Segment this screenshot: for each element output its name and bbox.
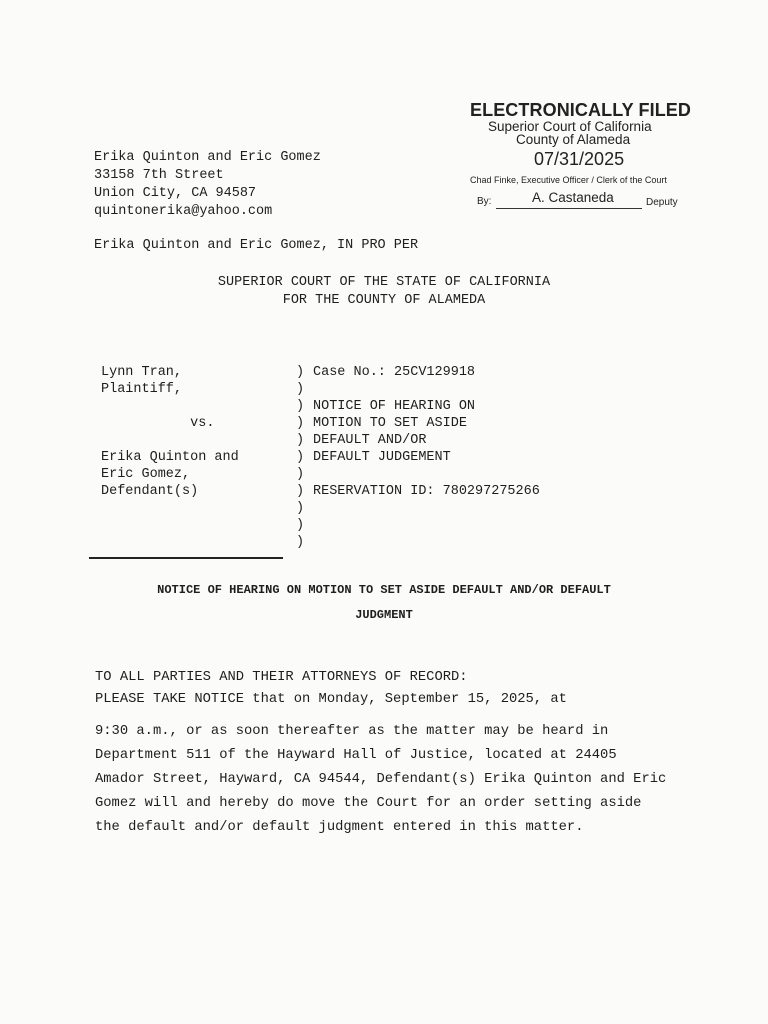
caption-parens: [296, 364, 304, 551]
caption-left-row: [101, 432, 239, 449]
paragraph-line: 9:30 a.m., or as soon thereafter as the matter may be heard in: [95, 724, 609, 739]
caption-paren: ): [296, 416, 305, 431]
caption-right-row: [313, 381, 540, 398]
paragraph-line: Department 511 of the Hayward Hall of Justice, located at 24405: [95, 748, 617, 763]
caption-paren: ): [296, 433, 305, 448]
notice-intro: [95, 667, 567, 711]
salutation: TO ALL PARTIES AND THEIR ATTORNEYS OF RECORD:: [95, 670, 468, 685]
caption-left-row: [101, 500, 239, 517]
stamp-by-label: By:: [477, 196, 492, 207]
caption-divider: [89, 557, 283, 559]
caption-right-row: [313, 500, 540, 517]
caption-left-row: [101, 517, 239, 534]
court-line-2: FOR THE COUNTY OF ALAMEDA: [282, 293, 486, 308]
caption-right-row: DEFAULT AND/OR: [313, 433, 427, 448]
caption-paren: ): [296, 501, 305, 516]
stamp-county: County of Alameda: [516, 132, 631, 147]
paragraph-line: Gomez will and hereby do move the Court for an order setting aside: [95, 796, 642, 811]
caption-right-row: [313, 534, 540, 551]
caption-left-row: [101, 398, 239, 415]
party-header: [94, 149, 321, 221]
caption-right-row: [313, 466, 540, 483]
caption-right-row: MOTION TO SET ASIDE: [313, 416, 467, 431]
party-city: Union City, CA 94587: [94, 186, 257, 201]
document-title-line-2: JUDGMENT: [355, 608, 413, 622]
court-line-1: SUPERIOR COURT OF THE STATE OF CALIFORNIA: [217, 275, 551, 290]
caption-left-row: Eric Gomez,: [101, 467, 191, 482]
stamp-clerk: Chad Finke, Executive Officer / Clerk of the Court: [470, 175, 667, 185]
caption-paren: ): [296, 399, 305, 414]
caption-paren: ): [296, 484, 305, 499]
party-email: quintonerika@yahoo.com: [94, 204, 273, 219]
caption-right-row: DEFAULT JUDGEMENT: [313, 450, 451, 465]
caption-parties: [101, 364, 239, 551]
caption-left-row: Plaintiff,: [101, 382, 183, 397]
caption-right-row: NOTICE OF HEARING ON: [313, 399, 476, 414]
caption-right-row: [313, 517, 540, 534]
caption-paren: ): [296, 382, 305, 397]
caption-left-row: Defendant(s): [101, 484, 199, 499]
document-title-line-1: NOTICE OF HEARING ON MOTION TO SET ASIDE DEFAULT AND/OR DEFAULT: [157, 583, 611, 597]
reservation-id: RESERVATION ID: 780297275266: [313, 484, 540, 499]
case-number: Case No.: 25CV129918: [313, 365, 476, 380]
stamp-deputy-name: A. Castaneda: [532, 190, 614, 205]
caption-paren: ): [296, 467, 305, 482]
caption-paren: ): [296, 450, 305, 465]
caption-case-info: [313, 364, 540, 551]
caption-paren: ): [296, 535, 305, 550]
paragraph-line: the default and/or default judgment entered in this matter.: [95, 820, 584, 835]
court-name: [0, 274, 768, 310]
pro-per-line: Erika Quinton and Eric Gomez, IN PRO PER: [94, 238, 419, 253]
stamp-date: 07/31/2025: [534, 149, 625, 169]
caption-left-row: vs.: [101, 416, 215, 431]
caption-left-row: [101, 534, 239, 551]
notice-paragraph: [95, 720, 666, 840]
party-names: Erika Quinton and Eric Gomez: [94, 150, 321, 165]
stamp-signature-line: [496, 208, 642, 209]
stamp-court: Superior Court of California: [488, 119, 652, 134]
stamp-title: ELECTRONICALLY FILED: [470, 100, 692, 120]
caption-paren: ): [296, 518, 305, 533]
party-street: 33158 7th Street: [94, 168, 224, 183]
caption-left-row: Erika Quinton and: [101, 450, 239, 465]
stamp-deputy-label: Deputy: [646, 197, 678, 208]
paragraph-line: Amador Street, Hayward, CA 94544, Defendant(s) Erika Quinton and Eric: [95, 772, 667, 787]
caption-paren: ): [296, 365, 305, 380]
notice-line: PLEASE TAKE NOTICE that on Monday, September 15, 2025, at: [95, 692, 567, 707]
caption-left-row: Lynn Tran,: [101, 365, 183, 380]
